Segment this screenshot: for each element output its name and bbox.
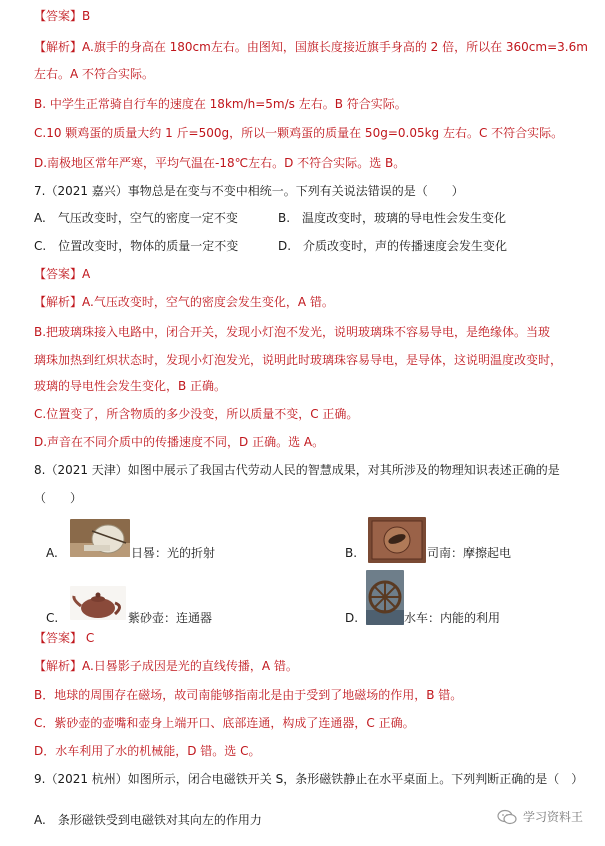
q8-option-d-text: 水车：内能的利用 [404,611,501,625]
analysis-line: D.南极地区常年严寒，平均气温在-18℃左右。D 不符合实际。选 B。 [34,156,406,170]
wechat-icon [497,809,517,825]
q8-option-c-letter: C. [46,611,59,625]
analysis-line: B．地球的周围存在磁场，故司南能够指南北是由于受到了地磁场的作用，B 错。 [34,688,463,702]
q8-option-d-letter: D. [345,611,359,625]
question-9-stem: 9.（2021 杭州）如图所示，闭合电磁铁开关 S，条形磁铁静止在水平桌面上。下列判断正确的是（ ） [34,772,584,786]
analysis-line: 左右。A 不符合实际。 [34,67,155,81]
answer-label: 【答案】A [34,267,91,281]
compass-image [368,517,426,563]
question-7-stem: 7.（2021 嘉兴）事物总是在变与不变中相统一。下列有关说法错误的是（ ） [34,184,464,198]
q7-option-a: A. 气压改变时，空气的密度一定不变 [34,211,238,225]
q8-option-b-letter: B. [345,546,358,560]
analysis-line: 玻璃的导电性会发生变化，B 正确。 [34,379,227,393]
analysis-line: B. 中学生正常骑自行车的速度在 18km/h=5m/s 左右。B 符合实际。 [34,97,407,111]
analysis-line: 璃珠加热到红炽状态时，发现小灯泡发光，说明此时玻璃珠容易导电，是导体，这说明温度改变时， [34,353,563,367]
analysis-line: C．紫砂壶的壶嘴和壶身上端开口、底部连通，构成了连通器，C 正确。 [34,716,415,730]
analysis-line: C.10 颗鸡蛋的质量大约 1 斤=500g，所以一颗鸡蛋的质量在 50g=0.05kg 左右。C 不符合实际。 [34,126,564,140]
q8-option-a-text: 日晷：光的折射 [131,546,216,560]
watermark-text: 学习资料王 [522,810,583,824]
q9-option-a: A. 条形磁铁受到电磁铁对其向左的作用力 [34,813,262,827]
q8-option-b-text: 司南：摩擦起电 [427,546,512,560]
answer-label: 【答案】B [34,9,91,23]
analysis-line: B.把玻璃珠接入电路中，闭合开关，发现小灯泡不发光，说明玻璃珠不容易导电，是绝缘体。当玻 [34,325,551,339]
analysis-line: C.位置变了，所含物质的多少没变，所以质量不变，C 正确。 [34,407,359,421]
question-8-stem: 8.（2021 天津）如图中展示了我国古代劳动人民的智慧成果，对其所涉及的物理知识表述正确的是 [34,463,560,477]
waterwheel-image [366,570,404,625]
analysis-line: 【解析】A.旗手的身高在 180cm左右。由图知，国旗长度接近旗手身高的 2 倍，所以在 360cm=3.6m [34,40,588,54]
analysis-line: D.声音在不同介质中的传播速度不同，D 正确。选 A。 [34,435,325,449]
q7-option-c: C. 位置改变时，物体的质量一定不变 [34,239,239,253]
q7-option-b: B. 温度改变时，玻璃的导电性会发生变化 [278,211,507,225]
sundial-image [70,519,130,557]
q8-option-a-letter: A. [46,546,58,560]
q7-option-d: D. 介质改变时，声的传播速度会发生变化 [278,239,508,253]
analysis-line: D．水车利用了水的机械能，D 错。选 C。 [34,744,261,758]
question-8-stem-cont: （ ） [34,491,83,505]
analysis-line: 【解析】A.日晷影子成因是光的直线传播，A 错。 [34,659,298,673]
watermark [497,808,583,825]
answer-label: 【答案】 C [34,631,95,645]
teapot-image [70,586,126,620]
analysis-line: 【解析】A.气压改变时，空气的密度会发生变化，A 错。 [34,295,334,309]
q8-option-c-text: 紫砂壶：连通器 [128,611,213,625]
